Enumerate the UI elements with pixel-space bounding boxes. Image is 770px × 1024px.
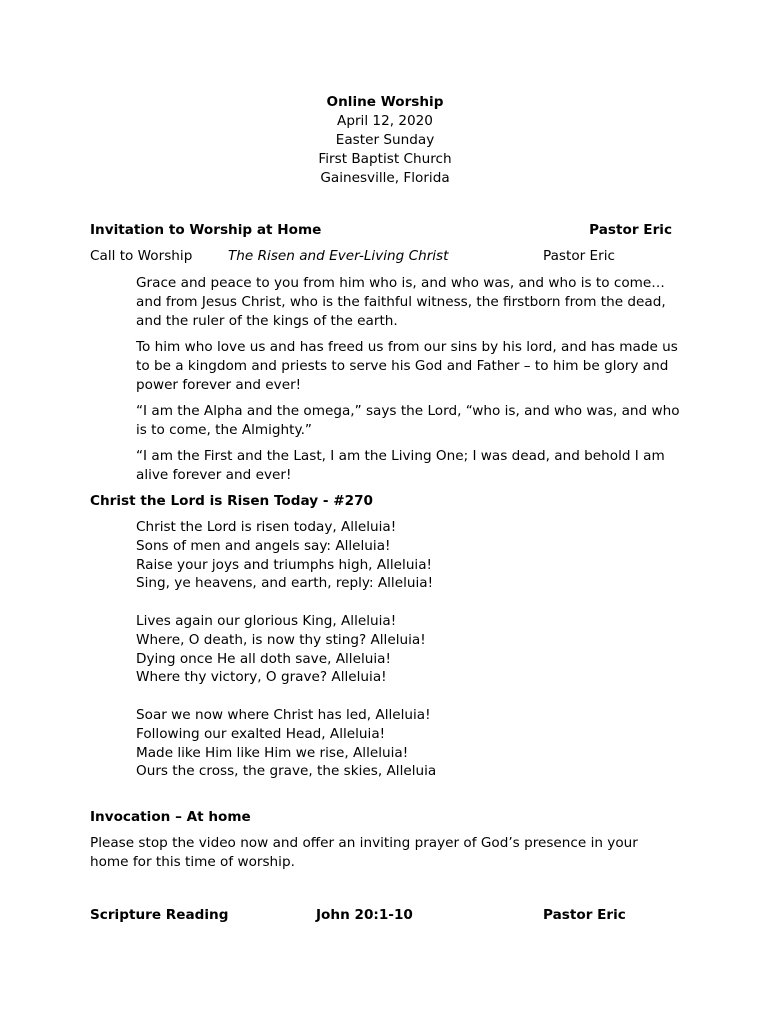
invocation-heading: Invocation – At home <box>90 809 251 825</box>
call-paragraph-text: To him who love us and has freed us from our sins by his lord, and has made us to be a kingdom and priests to serve his God and Father – to him be glory and power forever and ever! <box>136 339 678 393</box>
service-title: Online Worship <box>326 94 444 110</box>
hymn-line: Where thy victory, O grave? Alleluia! <box>136 669 387 686</box>
hymn-stanza <box>136 706 681 781</box>
invocation-heading-row <box>90 808 672 827</box>
hymn-line: Raise your joys and triumphs high, Alleluia! <box>136 556 432 573</box>
bulletin-header <box>0 93 770 188</box>
call-to-worship-leader: Pastor Eric <box>543 248 615 264</box>
hymn-heading: Christ the Lord is Risen Today - #270 <box>90 493 373 509</box>
hymn-line: Made like Him like Him we rise, Alleluia! <box>136 744 409 761</box>
hymn-line: Sing, ye heavens, and earth, reply: Alleluia! <box>136 575 434 592</box>
hymn-line: Dying once He all doth save, Alleluia! <box>136 650 391 667</box>
hymn-line: Ours the cross, the grave, the skies, Alleluia <box>136 763 437 780</box>
hymn-line: Soar we now where Christ has led, Alleluia! <box>136 706 431 723</box>
hymn-line: Where, O death, is now thy sting? Alleluia! <box>136 631 426 648</box>
scripture-leader: Pastor Eric <box>543 907 626 923</box>
call-to-worship-row <box>90 247 672 266</box>
church-name: First Baptist Church <box>318 151 452 167</box>
invocation-text: Please stop the video now and offer an inviting prayer of God’s presence in your home for this time of worship. <box>90 835 638 870</box>
hymn-line: Sons of men and angels say: Alleluia! <box>136 537 391 554</box>
call-paragraph-text: Grace and peace to you from him who is, and who was, and who is to come…and from Jesus Christ, who is the faithful witness, the firstborn from the dead, and the ruler of the kings of the earth. <box>136 275 666 329</box>
service-occasion: Easter Sunday <box>335 132 435 148</box>
hymn-heading-row <box>90 492 672 511</box>
hymn-line: Christ the Lord is risen today, Alleluia! <box>136 519 397 535</box>
call-paragraph <box>136 338 681 395</box>
church-location: Gainesville, Florida <box>320 170 450 186</box>
call-paragraph-text: “I am the First and the Last, I am the Living One; I was dead, and behold I am alive forever and ever! <box>136 448 665 483</box>
invitation-row <box>90 221 672 240</box>
call-paragraph <box>136 402 681 440</box>
hymn-line: Lives again our glorious King, Alleluia! <box>136 612 397 629</box>
scripture-reference: John 20:1-10 <box>316 907 413 923</box>
scripture-row <box>90 906 672 925</box>
hymn-lyrics <box>136 518 681 800</box>
service-date: April 12, 2020 <box>337 113 433 129</box>
invocation-paragraph <box>90 834 680 872</box>
scripture-heading: Scripture Reading <box>90 907 229 923</box>
call-paragraph-text: “I am the Alpha and the omega,” says the Lord, “who is, and who was, and who is to come, the Almighty.” <box>136 403 680 438</box>
invitation-heading: Invitation to Worship at Home <box>90 222 322 238</box>
hymn-line: Following our exalted Head, Alleluia! <box>136 725 386 742</box>
call-paragraph <box>136 274 681 331</box>
call-to-worship-label: Call to Worship <box>90 248 193 264</box>
hymn-stanza <box>136 612 681 687</box>
hymn-stanza <box>136 518 681 593</box>
call-to-worship-title: The Risen and Ever-Living Christ <box>228 248 449 264</box>
call-paragraph <box>136 447 681 485</box>
invitation-leader: Pastor Eric <box>589 222 672 238</box>
